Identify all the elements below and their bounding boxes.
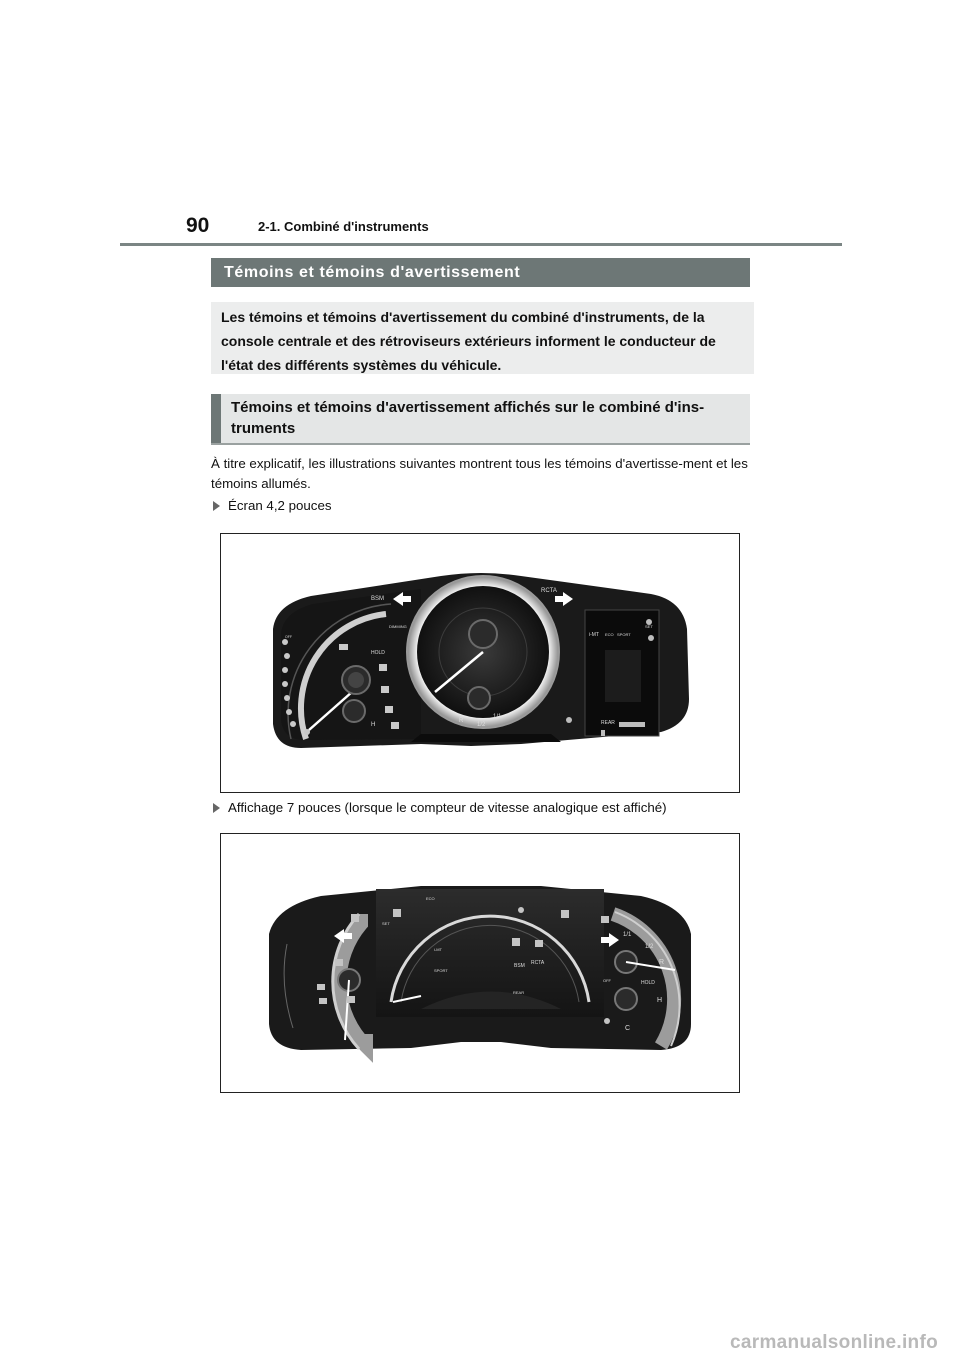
cluster-illustration-7 (220, 833, 740, 1093)
label-imt: i-MT (589, 632, 599, 638)
figure-caption-text: Écran 4,2 pouces (228, 498, 332, 513)
label-off: OFF (603, 978, 611, 983)
section-intro: Les témoins et témoins d'avertissement du combiné d'instruments, de la console centrale et des rétroviseurs extérieurs informent le conducteur de l'état des différents systèmes du véhicule. (211, 302, 754, 374)
chapter-title: 2-1. Combiné d'instruments (258, 219, 429, 234)
label-rcta: RCTA (541, 588, 557, 594)
triangle-bullet-icon (213, 803, 220, 813)
triangle-bullet-icon (213, 501, 220, 511)
subsection-underline (211, 443, 750, 445)
cluster-4-2-svg (221, 534, 741, 794)
label-r: R (459, 718, 464, 724)
label-r: R (659, 959, 665, 966)
label-eco: ECO (605, 632, 614, 637)
label-hold: HOLD (641, 980, 655, 986)
label-sport: SPORT (434, 968, 448, 973)
label-hold: HOLD (371, 650, 385, 656)
label-set: SET (645, 624, 653, 629)
label-half: 1/2 (477, 722, 486, 728)
header-rule (120, 243, 842, 246)
watermark: carmanualsonline.info (730, 1332, 938, 1353)
label-eco: ECO (426, 896, 435, 901)
section-title: Témoins et témoins d'avertissement (211, 258, 750, 287)
label-rcta: RCTA (531, 960, 545, 966)
page-number: 90 (186, 214, 210, 237)
label-h: H (657, 997, 663, 1004)
label-c: C (625, 1025, 631, 1032)
label-bsm: BSM (371, 596, 385, 602)
label-bsm: BSM (514, 963, 525, 969)
right-lower-knob (615, 988, 637, 1010)
label-full: 1/1 (493, 714, 502, 720)
label-rear: REAR (513, 990, 525, 995)
label-rear: REAR (601, 720, 615, 726)
cluster-illustration-4-2 (220, 533, 740, 793)
figure-caption-1 (213, 498, 332, 513)
label-off: OFF (285, 635, 292, 639)
label-imt: i-MT (434, 947, 442, 952)
body-paragraph: À titre explicatif, les illustrations suivantes montrent tous les témoins d'avertisse-ment et les témoins allumés. (211, 456, 748, 491)
label-dimming: DIMMING (389, 624, 407, 629)
fuel-knob (468, 687, 490, 709)
label-half: 1/2 (645, 944, 654, 950)
figure-caption-text: Affichage 7 pouces (lorsque le compteur de vitesse analogique est affiché) (228, 800, 667, 815)
left-lower-knob (343, 700, 365, 722)
label-sport: SPORT (617, 632, 631, 637)
label-h: H (371, 722, 376, 728)
label-full: 1/1 (623, 932, 632, 938)
label-set: SET (382, 921, 390, 926)
cluster-7-svg (221, 834, 741, 1094)
figure-caption-2 (213, 800, 667, 815)
subsection-title: Témoins et témoins d'avertissement affichés sur le combiné d'ins-truments (211, 394, 750, 444)
speedometer-knob (469, 620, 497, 648)
